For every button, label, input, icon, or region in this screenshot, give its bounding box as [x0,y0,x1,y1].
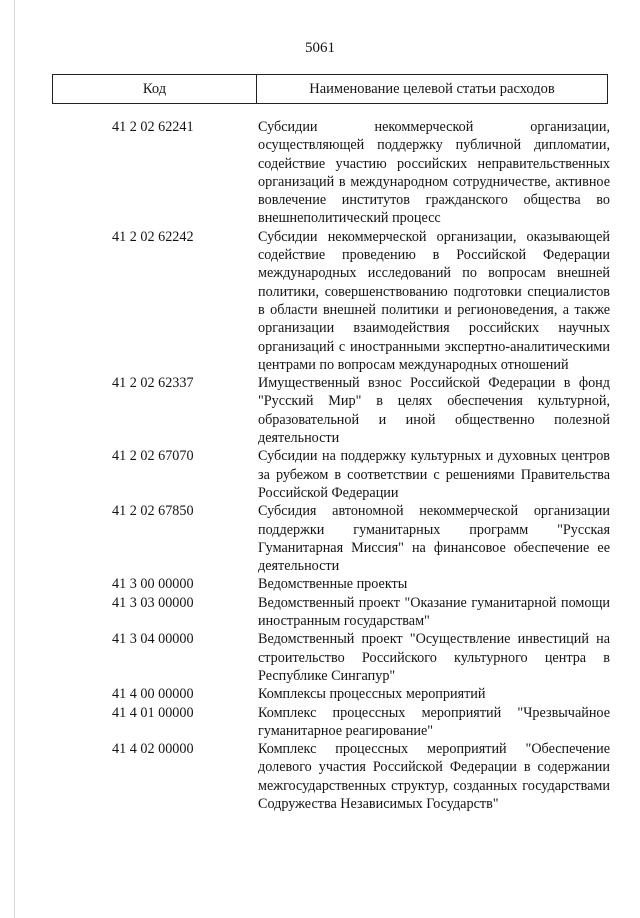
row-code: 41 2 02 62337 [112,375,194,392]
row-code: 41 2 02 67070 [112,448,194,465]
header-code: Код [53,75,257,103]
row-name: Комплекс процессных мероприятий "Обеспечение долевого участия Российской Федерации в содержании межгосударственных структур, созданных государствами Содружества Независимых Государств" [258,741,610,812]
page-number: 5061 [305,40,335,56]
row-name: Субсидия автономной некоммерческой организации поддержки гуманитарных программ "Русская Гуманитарная Миссия" на финансовое обеспечение ее деятельности [258,503,610,575]
table-row [0,575,640,593]
row-code: 41 3 03 00000 [112,594,194,611]
row-name: Субсидии на поддержку культурных и духовных центров за рубежом в соответствии с решениями Правительства Российской Федерации [258,448,610,501]
table-body [0,118,640,813]
row-code: 41 3 00 00000 [112,576,194,593]
table-row [0,685,640,703]
row-name: Ведомственный проект "Оказание гуманитарной помощи иностранным государствам" [258,594,610,630]
table-row [0,740,640,813]
row-code: 41 4 01 00000 [112,704,194,721]
table-row [0,594,640,631]
row-code: 41 4 00 00000 [112,686,194,703]
row-name: Субсидии некоммерческой организации, оказывающей содействие проведению в Российской Федерации международных исследований по вопросам внешней политики, совершенствованию подготовки специалистов в области внешней политики и регионоведения, а также организации взаимодействия российских научных организаций с иностранными экспертно-аналитическими центрами по вопросам международных отношений [258,228,610,373]
row-name: Ведомственные проекты [258,576,408,593]
table-row [0,118,640,228]
table-row [0,228,640,374]
table-header [52,74,608,104]
table-row [0,502,640,575]
row-code: 41 2 02 62241 [112,119,194,135]
row-name: Имущественный взнос Российской Федерации в фонд "Русский Мир" в целях обеспечения культурной, образовательной и иной общественно полезной деятельности [258,375,610,447]
table-row [0,447,640,502]
row-name: Комплекс процессных мероприятий "Чрезвычайное гуманитарное реагирование" [258,704,610,739]
row-name: Ведомственный проект "Осуществление инвестиций на строительство Российского культурного центра в Республике Сингапур" [258,631,610,684]
row-code: 41 2 02 62242 [112,228,194,245]
table-row [0,630,640,685]
table-row [0,374,640,447]
row-name: Комплексы процессных мероприятий [258,686,486,703]
row-code: 41 2 02 67850 [112,503,194,520]
row-code: 41 4 02 00000 [112,741,194,758]
row-code: 41 3 04 00000 [112,631,194,648]
header-name: Наименование целевой статьи расходов [309,80,555,97]
row-name: Субсидии некоммерческой организации, осуществляющей поддержку публичной дипломатии, содействие участию российских неправительственных организаций в международном сотрудничестве, активное вовлечение институтов гражданского общества во внешнеполитический процесс [258,119,610,227]
table-row [0,704,640,741]
